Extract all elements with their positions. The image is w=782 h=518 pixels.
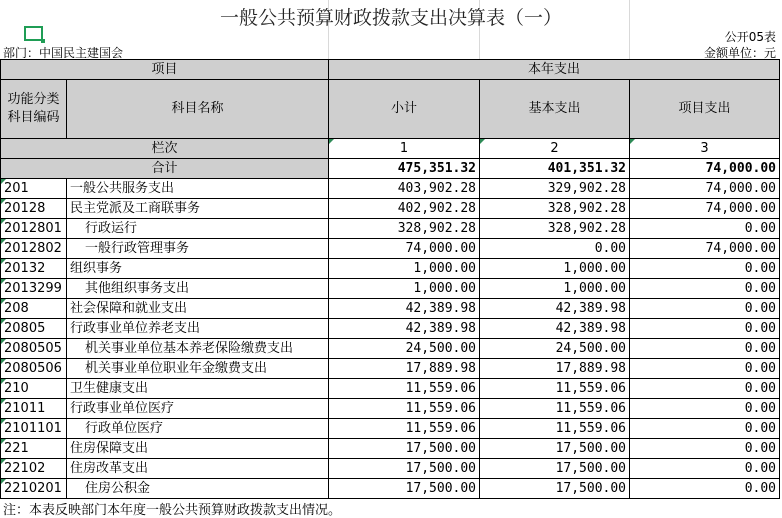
basic-expense-cell[interactable]: 328,902.28	[480, 199, 630, 219]
function-code-cell[interactable]: 210	[1, 379, 67, 399]
basic-expense-cell[interactable]: 329,902.28	[480, 179, 630, 199]
basic-expense-cell[interactable]: 42,389.98	[480, 319, 630, 339]
project-expense-cell[interactable]: 0.00	[630, 339, 780, 359]
basic-expense-cell[interactable]: 17,500.00	[480, 439, 630, 459]
subtotal-cell[interactable]: 1,000.00	[329, 259, 480, 279]
form-number: 公开05表	[724, 30, 776, 44]
subject-name-cell[interactable]: 行政运行	[67, 219, 329, 239]
header-subject-name[interactable]: 科目名称	[67, 80, 329, 139]
project-expense-cell[interactable]: 0.00	[630, 399, 780, 419]
project-expense-cell[interactable]: 0.00	[630, 259, 780, 279]
basic-expense-cell[interactable]: 328,902.28	[480, 219, 630, 239]
function-code-cell[interactable]: 22102	[1, 459, 67, 479]
table-row	[1, 359, 780, 379]
subtotal-cell[interactable]: 1,000.00	[329, 279, 480, 299]
table-row	[1, 339, 780, 359]
table-row	[1, 379, 780, 399]
subtotal-cell[interactable]: 17,500.00	[329, 479, 480, 499]
project-expense-cell[interactable]: 0.00	[630, 319, 780, 339]
function-code-cell[interactable]: 20132	[1, 259, 67, 279]
function-code-cell[interactable]: 2210201	[1, 479, 67, 499]
subtotal-cell[interactable]: 42,389.98	[329, 319, 480, 339]
table-row	[1, 479, 780, 499]
column-number-row	[1, 139, 780, 159]
basic-expense-cell[interactable]: 24,500.00	[480, 339, 630, 359]
subtotal-cell[interactable]: 17,500.00	[329, 439, 480, 459]
subject-name-cell[interactable]: 住房改革支出	[67, 459, 329, 479]
col-number-1[interactable]: 1	[329, 139, 480, 159]
project-expense-cell[interactable]: 74,000.00	[630, 239, 780, 259]
basic-expense-cell[interactable]: 0.00	[480, 239, 630, 259]
subtotal-cell[interactable]: 11,559.06	[329, 419, 480, 439]
table-row	[1, 399, 780, 419]
report-title: 一般公共预算财政拨款支出决算表（一）	[219, 7, 562, 29]
basic-expense-cell[interactable]: 17,889.98	[480, 359, 630, 379]
subtotal-cell[interactable]: 11,559.06	[329, 399, 480, 419]
function-code-cell[interactable]: 21011	[1, 399, 67, 419]
table-row	[1, 279, 780, 299]
header-subtotal[interactable]: 小计	[329, 80, 480, 139]
basic-expense-cell[interactable]: 11,559.06	[480, 419, 630, 439]
project-expense-cell[interactable]: 0.00	[630, 359, 780, 379]
project-expense-cell[interactable]: 0.00	[630, 439, 780, 459]
table-note: 注：本表反映部门本年度一般公共预算财政拨款支出情况。	[3, 503, 342, 518]
subject-name-cell[interactable]: 机关事业单位基本养老保险缴费支出	[67, 339, 329, 359]
expenditure-table	[0, 59, 780, 499]
subject-name-cell[interactable]: 社会保障和就业支出	[67, 299, 329, 319]
function-code-cell[interactable]: 2013299	[1, 279, 67, 299]
function-code-cell[interactable]: 2012801	[1, 219, 67, 239]
subject-name-cell[interactable]: 一般行政管理事务	[67, 239, 329, 259]
total-row	[1, 159, 780, 179]
basic-expense-cell[interactable]: 1,000.00	[480, 279, 630, 299]
project-expense-cell[interactable]: 74,000.00	[630, 179, 780, 199]
function-code-cell[interactable]: 20805	[1, 319, 67, 339]
header-row-2	[1, 80, 780, 139]
function-code-cell[interactable]: 2101101	[1, 419, 67, 439]
department-label: 部门：中国民主建国会	[3, 46, 124, 60]
table-row	[1, 259, 780, 279]
project-expense-cell[interactable]: 0.00	[630, 219, 780, 239]
subtotal-cell[interactable]: 17,889.98	[329, 359, 480, 379]
function-code-cell[interactable]: 208	[1, 299, 67, 319]
header-row-1	[1, 60, 780, 80]
subject-name-cell[interactable]: 组织事务	[67, 259, 329, 279]
table-row	[1, 219, 780, 239]
subject-name-cell[interactable]: 机关事业单位职业年金缴费支出	[67, 359, 329, 379]
header-item[interactable]: 项目	[1, 60, 329, 80]
subtotal-cell[interactable]: 403,902.28	[329, 179, 480, 199]
project-expense-cell[interactable]: 0.00	[630, 459, 780, 479]
basic-expense-cell[interactable]: 42,389.98	[480, 299, 630, 319]
col-number-3[interactable]: 3	[630, 139, 780, 159]
subject-name-cell[interactable]: 民主党派及工商联事务	[67, 199, 329, 219]
header-basic[interactable]: 基本支出	[480, 80, 630, 139]
function-code-cell[interactable]: 2012802	[1, 239, 67, 259]
function-code-cell[interactable]: 221	[1, 439, 67, 459]
subject-name-cell[interactable]: 住房公积金	[67, 479, 329, 499]
col-label[interactable]: 栏次	[1, 139, 329, 159]
subject-name-cell[interactable]: 卫生健康支出	[67, 379, 329, 399]
total-subtotal[interactable]: 475,351.32	[329, 159, 480, 179]
function-code-cell[interactable]: 2080505	[1, 339, 67, 359]
table-row	[1, 239, 780, 259]
subtotal-cell[interactable]: 24,500.00	[329, 339, 480, 359]
table-row	[1, 299, 780, 319]
function-code-cell[interactable]: 2080506	[1, 359, 67, 379]
subject-name-cell[interactable]: 行政单位医疗	[67, 419, 329, 439]
subject-name-cell[interactable]: 行政事业单位养老支出	[67, 319, 329, 339]
table-row	[1, 319, 780, 339]
subject-name-cell[interactable]: 住房保障支出	[67, 439, 329, 459]
project-expense-cell[interactable]: 0.00	[630, 279, 780, 299]
selected-cell-cursor[interactable]	[24, 26, 43, 41]
subtotal-cell[interactable]: 11,559.06	[329, 379, 480, 399]
subtotal-cell[interactable]: 402,902.28	[329, 199, 480, 219]
total-basic[interactable]: 401,351.32	[480, 159, 630, 179]
table-row	[1, 179, 780, 199]
subject-name-cell[interactable]: 一般公共服务支出	[67, 179, 329, 199]
basic-expense-cell[interactable]: 11,559.06	[480, 399, 630, 419]
table-row	[1, 439, 780, 459]
header-func-code[interactable]: 功能分类 科目编码	[1, 80, 67, 139]
basic-expense-cell[interactable]: 11,559.06	[480, 379, 630, 399]
subject-name-cell[interactable]: 其他组织事务支出	[67, 279, 329, 299]
total-label[interactable]: 合计	[1, 159, 329, 179]
function-code-cell[interactable]: 20128	[1, 199, 67, 219]
table-row	[1, 199, 780, 219]
subtotal-cell[interactable]: 42,389.98	[329, 299, 480, 319]
function-code-cell[interactable]: 201	[1, 179, 67, 199]
subtotal-cell[interactable]: 17,500.00	[329, 459, 480, 479]
project-expense-cell[interactable]: 0.00	[630, 299, 780, 319]
subject-name-cell[interactable]: 行政事业单位医疗	[67, 399, 329, 419]
project-expense-cell[interactable]: 0.00	[630, 379, 780, 399]
table-row	[1, 459, 780, 479]
project-expense-cell[interactable]: 0.00	[630, 419, 780, 439]
basic-expense-cell[interactable]: 17,500.00	[480, 479, 630, 499]
header-project[interactable]: 项目支出	[630, 80, 780, 139]
header-current-year[interactable]: 本年支出	[329, 60, 780, 80]
subtotal-cell[interactable]: 328,902.28	[329, 219, 480, 239]
table-row	[1, 419, 780, 439]
basic-expense-cell[interactable]: 17,500.00	[480, 459, 630, 479]
col-number-2[interactable]: 2	[480, 139, 630, 159]
total-project[interactable]: 74,000.00	[630, 159, 780, 179]
project-expense-cell[interactable]: 74,000.00	[630, 199, 780, 219]
unit-label: 金额单位：元	[703, 46, 776, 60]
subtotal-cell[interactable]: 74,000.00	[329, 239, 480, 259]
project-expense-cell[interactable]: 0.00	[630, 479, 780, 499]
basic-expense-cell[interactable]: 1,000.00	[480, 259, 630, 279]
